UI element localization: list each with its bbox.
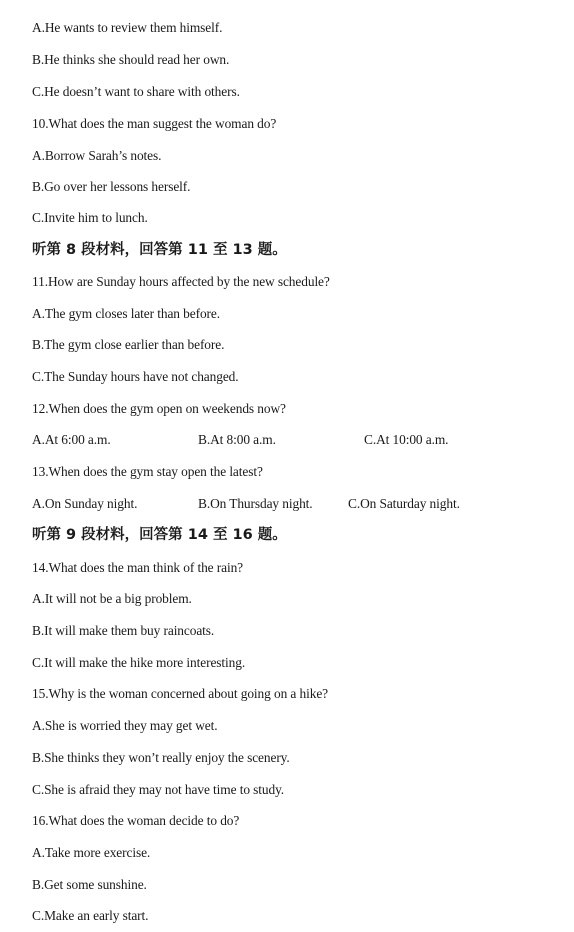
q16-option-a: A.Take more exercise. bbox=[32, 845, 151, 860]
q10-option-c: C.Invite him to lunch. bbox=[32, 210, 148, 225]
q11-option-c: C.The Sunday hours have not changed. bbox=[32, 369, 239, 384]
q15-option-c: C.She is afraid they may not have time to study. bbox=[32, 782, 285, 797]
section-heading-9: 听第 9 段材料，回答第 14 至 16 题。 bbox=[32, 527, 287, 543]
q15-option-a: A.She is worried they may get wet. bbox=[32, 718, 218, 733]
q13-option-c: C.On Saturday night. bbox=[348, 496, 460, 511]
q15-option-b: B.She thinks they won’t really enjoy the scenery. bbox=[32, 750, 290, 765]
question-13: 13.When does the gym stay open the latest? bbox=[32, 464, 263, 479]
question-14: 14.What does the man think of the rain? bbox=[32, 560, 244, 575]
question-11: 11.How are Sunday hours affected by the new schedule? bbox=[32, 274, 330, 289]
q12-option-a: A.At 6:00 a.m. bbox=[32, 432, 111, 447]
q14-option-a: A.It will not be a big problem. bbox=[32, 591, 192, 606]
q16-option-b: B.Get some sunshine. bbox=[32, 877, 147, 892]
q11-option-b: B.The gym close earlier than before. bbox=[32, 337, 225, 352]
question-10: 10.What does the man suggest the woman do? bbox=[32, 116, 277, 131]
question-12: 12.When does the gym open on weekends now? bbox=[32, 401, 286, 416]
q10-option-b: B.Go over her lessons herself. bbox=[32, 179, 191, 194]
q10-option-a: A.Borrow Sarah’s notes. bbox=[32, 148, 162, 163]
question-15: 15.Why is the woman concerned about going on a hike? bbox=[32, 686, 329, 701]
q12-option-b: B.At 8:00 a.m. bbox=[198, 432, 276, 447]
q9-option-c: C.He doesn’t want to share with others. bbox=[32, 84, 240, 99]
q9-option-a: A.He wants to review them himself. bbox=[32, 20, 223, 35]
q11-option-a: A.The gym closes later than before. bbox=[32, 306, 220, 321]
q16-option-c: C.Make an early start. bbox=[32, 908, 149, 923]
q13-option-a: A.On Sunday night. bbox=[32, 496, 138, 511]
section-heading-8: 听第 8 段材料，回答第 11 至 13 题。 bbox=[32, 242, 287, 258]
question-16: 16.What does the woman decide to do? bbox=[32, 813, 240, 828]
q14-option-c: C.It will make the hike more interesting. bbox=[32, 655, 246, 670]
q13-option-b: B.On Thursday night. bbox=[198, 496, 313, 511]
q12-option-c: C.At 10:00 a.m. bbox=[364, 432, 449, 447]
q14-option-b: B.It will make them buy raincoats. bbox=[32, 623, 215, 638]
q9-option-b: B.He thinks she should read her own. bbox=[32, 52, 230, 67]
